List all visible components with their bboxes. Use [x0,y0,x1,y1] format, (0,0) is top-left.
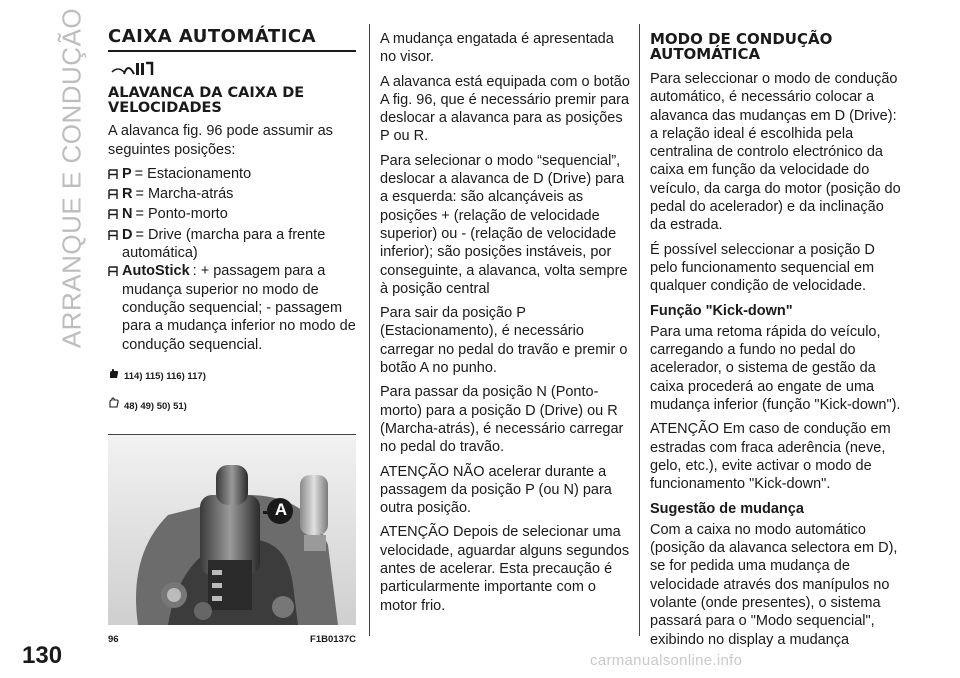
chapter-sidebar [52,7,92,349]
subsection-title: ALAVANCA DA CAIXA DE VELOCIDADES [108,85,305,117]
paragraph: Para selecionar o modo “sequencial”, deslocar a alavanca de D (Drive) para a esquerda: são alcançáveis as posições + (relação de velocidade superior) ou - (relação de velocidade inferior); são posições instáveis, por conseguinte, a alavanca, volta sempre à posição central [380,152,628,297]
intro-paragraph: A alavanca fig. 96 pode assumir as seguintes posições: [108,123,333,158]
arrow-bullet-icon [108,264,122,282]
list-item: AutoStick : + passagem para a mudança superior no modo de condução sequencial; - passagem para a mudança inferior no modo de condução sequencial. [108,262,356,353]
column-3 [650,28,902,655]
arrow-bullet-icon [108,187,122,205]
section-title: MODO DE CONDUÇÃO AUTOMÁTICA [650,30,833,63]
list-item: P = Estacionamento [108,165,356,185]
paragraph: Para seleccionar o modo de condução automático, é necessário colocar a alavanca das mudanças em D (Drive): a relação ideal é escolhida pela centralina de controlo electrónico da caixa em função da velocidade do veículo, da carga do motor (posição do pedal do acelerador) e da inclinação da estrada. [650,71,901,234]
column-divider [639,24,640,636]
column-divider [369,24,370,636]
figure-number: 96 [108,634,119,646]
paragraph: ATENÇÃO Em caso de condução em estradas com fraca aderência (neve, gelo, etc.), evite activar o modo de funcionamento "Kick-down". [650,421,891,493]
subheading-gear-suggestion: Sugestão de mudança [650,500,804,517]
chapter-title: ARRANQUE E CONDUÇÃO [56,7,87,349]
subheading-kick-down: Função "Kick-down" [650,302,793,319]
list-item: D = Drive (marcha para a frente automática) [108,226,356,263]
paragraph: Com a caixa no modo automático (posição da alavanca selectora em D), se for pedida uma mudança de velocidade através dos manípulos no volante (onde presentes), o sistema passará para o "Modo sequencial", exibindo no display a mudança [650,521,898,648]
arrow-bullet-icon [108,228,122,246]
section-title: CAIXA AUTOMÁTICA [108,28,356,52]
paragraph: Para sair da posição P (Estacionamento), é necessário carregar no pedal do travão e premir o botão A no punho. [380,305,628,377]
warning-references: 114) 115) 116) 117) [108,368,356,387]
figure-label-a: A [274,500,288,520]
watermark: carmanualsonline.info [590,652,743,669]
list-item: N = Ponto-morto [108,205,356,225]
column-1 [108,28,356,650]
list-item: R = Marcha-atrás [108,185,356,205]
page-number: 130 [22,642,63,669]
column-2 [380,30,632,621]
arrow-bullet-icon [108,167,122,185]
figure-caption [108,631,356,649]
figure-96 [108,434,356,629]
paragraph: ATENÇÃO Depois de selecionar uma velocidade, aguardar alguns segundos antes de acelerar. Esta precaução é particularmente importante com o motor frio. [380,524,630,614]
paragraph: A mudança engatada é apresentada no visor. [380,31,614,66]
paragraph: ATENÇÃO NÃO acelerar durante a passagem da posição P (ou N) para outra posição. [380,463,612,517]
paragraph: Para uma retoma rápida do veículo, carregando a fundo no pedal do acelerador, o sistema de gestão da caixa procederá ao engate de uma mudança inferior (função "Kick-down"). [650,323,901,414]
figure-code: F1B0137C [310,634,356,646]
paragraph: A alavanca está equipada com o botão A fig. 96, que é necessário premir para deslocar a alavanca para as posições P ou R. [380,73,630,145]
arrow-bullet-icon [108,207,122,225]
caution-hand-icon [108,397,120,416]
paragraph: Para passar da posição N (Ponto-morto) para a posição D (Drive) ou R (Marcha-atrás), é necessário carregar no pedal do travão. [380,384,624,456]
caution-references: 48) 49) 50) 51) [108,397,356,416]
gear-lever-illustration [108,435,356,625]
warning-hand-icon [108,368,120,387]
automatic-gearbox-icon [108,58,356,80]
paragraph: É possível seleccionar a posição D pelo funcionamento sequencial em qualquer condição de velocidade. [650,241,875,295]
